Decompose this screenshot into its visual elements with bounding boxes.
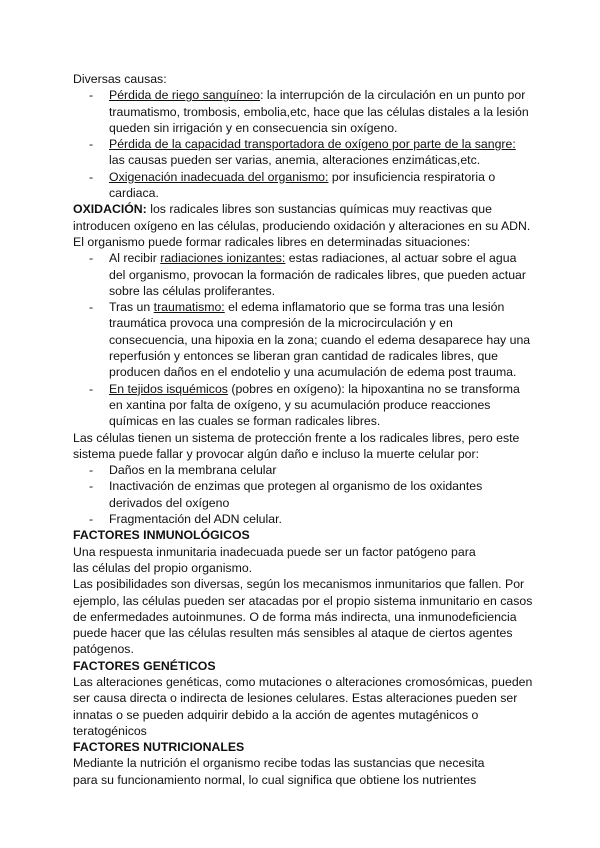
list-item: - Inactivación de enzimas que protegen al organismo de los oxidantes derivados del oxígeno [109,478,489,511]
immunologic-p2: Las posibilidades son diversas, según los mecanismos inmunitarios que fallen. Por ejemplo, las células pueden ser atacadas por el propio sistema inmunitario en casos de enfermedades autoinmunes. O de forma más indirecta, una inmunodeficiencia puede hacer que las células resulten más sensibles al ataque de ciertos agentes patógenos. [73,577,533,657]
list-item: - Fragmentación del ADN celular. [109,511,533,527]
list-item-term: Pérdida de riego sanguíneo [109,88,261,103]
list-item-text: estas radiaciones, al actuar sobre el agua del organismo, provocan la formación de radicales libres, que pueden actuar sobre las células proliferantes. [109,251,526,298]
list-item-text: por insuficiencia respiratoria o cardiaca. [109,169,496,201]
list-item [109,299,533,380]
list-item [109,169,533,202]
nutritional-heading: FACTORES NUTRICIONALES [73,740,245,755]
damage-list [73,462,533,527]
causes-list [73,87,533,201]
list-item-term: Pérdida de la capacidad transportadora de oxígeno por parte de la sangre: [109,137,516,152]
document-page [73,71,533,788]
genetic-heading: FACTORES GENÉTICOS [73,658,216,673]
list-item-text: (pobres en oxígeno): la hipoxantina no se transforma en xantina por falta de oxígeno, y su acumulación produce reacciones químicas en las cuales se forman radicales libres. [109,381,520,429]
list-item [109,87,533,136]
list-item-prefix: Tras un [109,300,154,315]
oxidation-list [73,250,533,429]
list-item-text: : la interrupción de la circulación en un punto por traumatismo, trombosis, embolia,etc, hace que las células distales a la lesión queden sin irrigación y en consecuencia sin oxígeno. [109,88,529,135]
list-item [109,250,533,299]
oxidation-label: OXIDACIÓN: [73,202,147,217]
protection-paragraph: Las células tienen un sistema de protección frente a los radicales libres, pero este sistema puede fallar y provocar algún daño e incluso la muerte celular por: [73,430,520,461]
list-item-prefix: Al recibir [109,251,161,266]
immunologic-heading: FACTORES INMUNOLÓGICOS [73,528,250,543]
list-item [109,136,533,169]
oxidation-paragraph [73,201,533,250]
list-item: - Daños en la membrana celular [109,462,533,478]
list-item-term: traumatismo: [153,300,225,315]
list-item [109,381,533,430]
oxidation-text: los radicales libres son sustancias químicas muy reactivas que introducen oxígeno en las células, produciendo oxidación y alteraciones en su ADN. El organismo puede formar radicales libres en determinadas situaciones: [73,202,531,249]
list-item-term: Oxigenación inadecuada del organismo: [109,169,329,184]
list-item-text: las causas pueden ser varias, anemia, alteraciones enzimáticas,etc. [109,153,481,168]
immunologic-p1: Una respuesta inmunitaria inadecuada puede ser un factor patógeno para las células del propio organismo. [73,544,476,575]
nutritional-p1: Mediante la nutrición el organismo recibe todas las sustancias que necesita para su funcionamiento normal, lo cual significa que obtiene los nutrientes [73,756,485,787]
genetic-p1: Las alteraciones genéticas, como mutaciones o alteraciones cromosómicas, pueden ser causa directa o indirecta de lesiones celulares. Estas alteraciones pueden ser innatas o se pueden adquirir debido a la acción de agentes mutagénicos o teratogénicos [73,674,533,738]
list-item-term: En tejidos isquémicos [109,381,228,396]
list-item-text: el edema inflamatorio que se forma tras una lesión traumática provoca una compresión de la microcirculación y en consecuencia, una hipoxia en la zona; cuando el edema desaparece hay una reperfusión y entonces se liberan gran cantidad de radicales libres, que producen daños en el endotelio y una acumulación de edema post trauma. [109,300,531,380]
list-item-term: radiaciones ionizantes: [160,251,286,266]
causes-intro: Diversas causas: [73,72,167,86]
